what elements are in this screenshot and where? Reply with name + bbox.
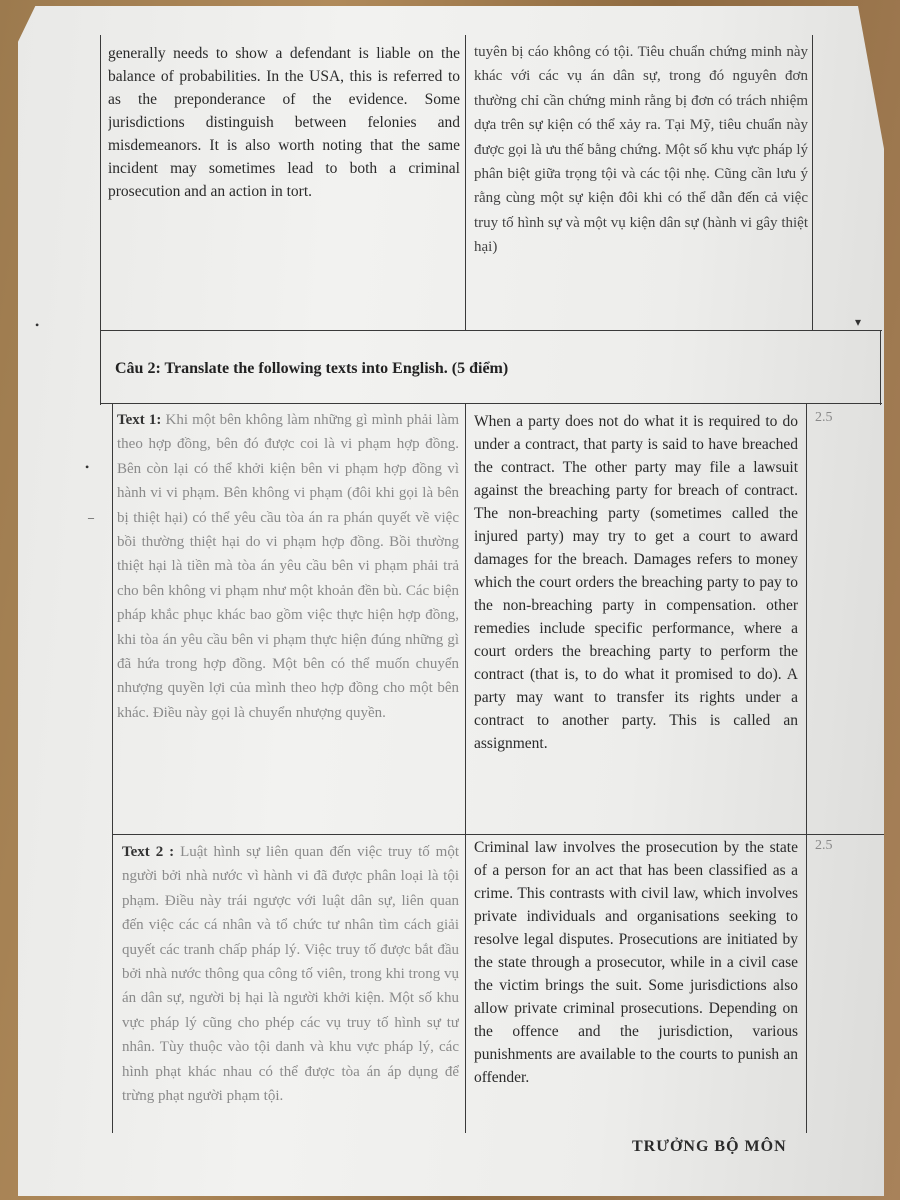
text1-label: Text 1: bbox=[117, 412, 162, 428]
top-row-vietnamese-cell: tuyên bị cáo không có tội. Tiêu chuẩn chứng minh này khác với các vụ án dân sự, trong đó nguyên đơn thường chỉ cần chứng minh rằng bị đơn có trách nhiệm dựa trên sự kiện có thể xảy ra. Tại Mỹ, tiêu chuẩn này được gọi là ưu thế bằng chứng. Một số khu vực pháp lý phân biệt giữa trọng tội và các tội nhẹ. Cũng cần lưu ý rằng cùng một sự kiện đôi khi có thể dẫn đến cả việc truy tố hình sự và một vụ kiện dân sự (hành vi gây thiệt hại) bbox=[474, 44, 808, 256]
stray-mark: – bbox=[88, 510, 94, 524]
footer-signature-title: TRƯỞNG BỘ MÔN bbox=[632, 1138, 787, 1155]
stray-mark: • bbox=[35, 318, 40, 332]
table-rule-left-top bbox=[100, 35, 101, 405]
table-rule-left-bottom bbox=[112, 403, 113, 1133]
table-rule-row2-top bbox=[100, 403, 882, 404]
table-rule-right-edge bbox=[880, 330, 881, 405]
text2-vietnamese-text: Luật hình sự liên quan đến việc truy tố một người bởi nhà nước vì hành vi đã được phân loại là tội phạm. Điều này trái ngược với luật dân sự, liên quan đến việc các cá nhân và tổ chức tư nhân tìm cách giải quyết các tranh chấp pháp lý. Việc truy tố được bắt đầu bởi nhà nước thông qua công tố viên, trong khi trong vụ án dân sự, người bị hại là người khởi kiện. Một số khu vực pháp lý cũng cho phép các vụ truy tố hình sự tư nhân. Tùy thuộc vào tội danh và khu vực pháp lý, các hình phạt khác nhau có thể được tòa án áp dụng để trừng phạt người phạm tội. bbox=[122, 844, 459, 1105]
table-rule-mid-bottom bbox=[465, 403, 466, 1133]
text2-english-cell: Criminal law involves the prosecution by the state of a person for an act that has been classified as a crime. This contrasts with civil law, which involves private individuals and organisations seeking to resolve legal disputes. Prosecutions are initiated by the state through a prosecutor, while in a civil case the victim brings the suit. Some jurisdictions also allow private criminal prosecutions. Depending on the offence and the jurisdiction, various punishments are available to the courts to punish an offender. bbox=[474, 839, 798, 1086]
text1-vietnamese-cell bbox=[117, 408, 459, 828]
top-row-english-cell: generally needs to show a defendant is liable on the balance of probabilities. In the USA, this is referred to as the preponderance of the evidence. Some jurisdictions distinguish between felonies and misdemeanors. It is also worth noting that the same incident may sometimes lead to both a criminal prosecution and an action in tort. bbox=[108, 45, 460, 200]
text2-score: 2.5 bbox=[815, 838, 833, 853]
table-rule-mid-top bbox=[465, 35, 466, 331]
table-rule-text1-bottom bbox=[112, 834, 884, 835]
stray-mark: ▾ bbox=[855, 315, 862, 329]
stray-mark: • bbox=[85, 460, 90, 474]
table-rule-score-left bbox=[806, 403, 807, 1133]
section-heading: Câu 2: Translate the following texts into English. (5 điểm) bbox=[115, 360, 509, 377]
text1-score: 2.5 bbox=[815, 410, 833, 425]
text2-label: Text 2 : bbox=[122, 844, 175, 860]
table-rule-right-top bbox=[812, 35, 813, 331]
table-rule-row1-bottom bbox=[100, 330, 882, 331]
text1-english-cell: When a party does not do what it is required to do under a contract, that party is said to have breached the contract. The other party may file a lawsuit against the breaching party for breach of contract. The non-breaching party (sometimes called the injured party) may try to get a court to award damages for the breach. Damages refers to money which the court orders the breaching party to pay to the non-breaching party in compensation. other remedies include specific performance, where a court orders the breaching party to perform the contract (that is, to do what it promised to do). A party may want to transfer its rights under a contract to another party. This is called an assignment. bbox=[474, 413, 798, 752]
text2-vietnamese-cell bbox=[122, 840, 459, 1132]
text1-vietnamese-text: Khi một bên không làm những gì mình phải làm theo hợp đồng, bên đó được coi là vi phạm hợp đồng. Bên còn lại có thể khởi kiện bên vi phạm hợp đồng vì hành vi vi phạm. Bên không vi phạm (đôi khi gọi là bên bị thiệt hại) có thể yêu cầu tòa án ra phán quyết về việc bồi thường thiệt hại do vi phạm hợp đồng. Bồi thường thiệt hại là tiền mà tòa án yêu cầu bên vi phạm phải trả cho bên không vi phạm như một khoản đền bù. Các biện pháp khắc phục khác bao gồm việc thực hiện hợp đồng, khi tòa án yêu cầu bên vi phạm thực hiện đúng những gì đã hứa trong hợp đồng. Một bên có thể muốn chuyển nhượng quyền lợi của mình theo hợp đồng cho một bên khác. Điều này gọi là chuyển nhượng quyền. bbox=[117, 412, 459, 721]
